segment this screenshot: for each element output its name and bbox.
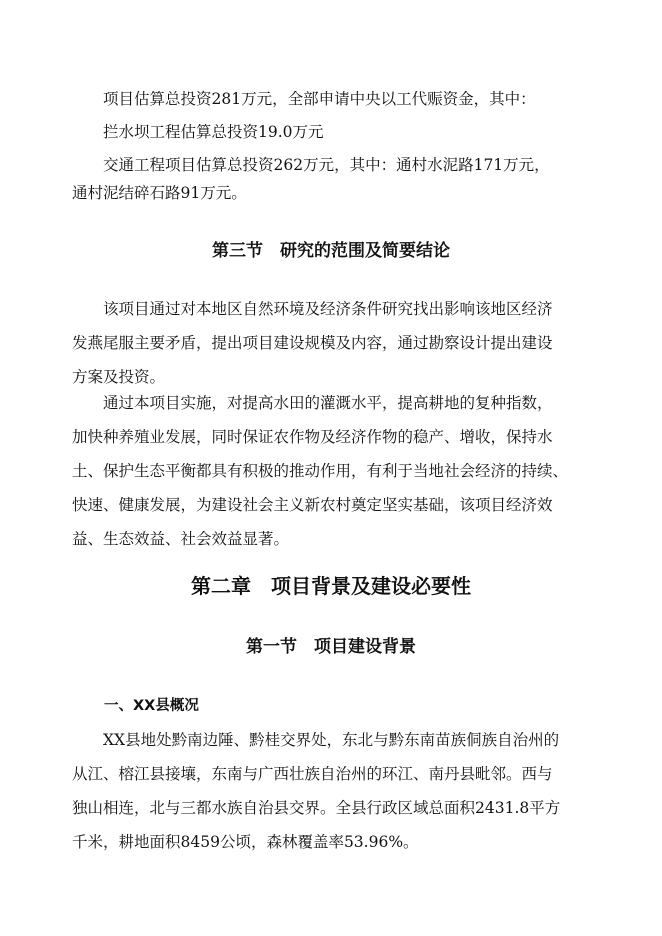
section-3-paragraph-1: [72, 292, 592, 394]
section-3-paragraph-2: [72, 386, 592, 556]
subsection-1-title: 一、XX县概况: [104, 698, 199, 714]
paragraph-line: XX县地处黔南边陲、黔桂交界处，东北与黔东南苗族侗族自治州的: [103, 731, 560, 749]
paragraph-line: 方案及投资。: [72, 368, 166, 386]
chapter-2-title: 第二章 项目背景及建设必要性: [191, 574, 471, 598]
paragraph-line: 千米，耕地面积8459公顷，森林覆盖率53.96%。: [72, 833, 419, 851]
paragraph-line: 益、生态效益、社会效益显著。: [72, 530, 290, 548]
transport-investment-line: 交通工程项目估算总投资262万元，其中：通村水泥路171万元，: [103, 156, 550, 174]
paragraph-line: 从江、榕江县接壤，东南与广西壮族自治州的环江、南丹县毗邻。西与: [72, 765, 553, 783]
paragraph-line: 独山相连，北与三都水族自治县交界。全县行政区域总面积2431.8平方: [72, 799, 561, 817]
investment-total-line: 项目估算总投资281万元，全部申请中央以工代赈资金，其中：: [103, 90, 536, 108]
transport-investment-line-2: 通村泥结碎石路91万元。: [72, 184, 247, 202]
chapter-2-section-1-title: 第一节 项目建设背景: [246, 637, 416, 657]
dam-investment-line: 拦水坝工程估算总投资19.0万元: [103, 123, 324, 141]
paragraph-line: 加快种养殖业发展，同时保证农作物及经济作物的稳产、增收，保持水: [72, 428, 553, 446]
paragraph-line: 发燕尾服主要矛盾，提出项目建设规模及内容，通过勘察设计提出建设: [72, 334, 553, 352]
paragraph-line: 该项目通过对本地区自然环境及经济条件研究找出影响该地区经济: [103, 300, 553, 318]
section-3-title: 第三节 研究的范围及简要结论: [212, 241, 450, 261]
paragraph-line: 通过本项目实施，对提高水田的灌溉水平，提高耕地的复种指数，: [103, 394, 553, 412]
paragraph-line: 土、保护生态平衡都具有积极的推动作用，有利于当地社会经济的持续、: [72, 462, 569, 480]
paragraph-line: 快速、健康发展，为建设社会主义新农村奠定坚实基础，该项目经济效: [72, 496, 553, 514]
county-overview-paragraph: [72, 723, 592, 859]
